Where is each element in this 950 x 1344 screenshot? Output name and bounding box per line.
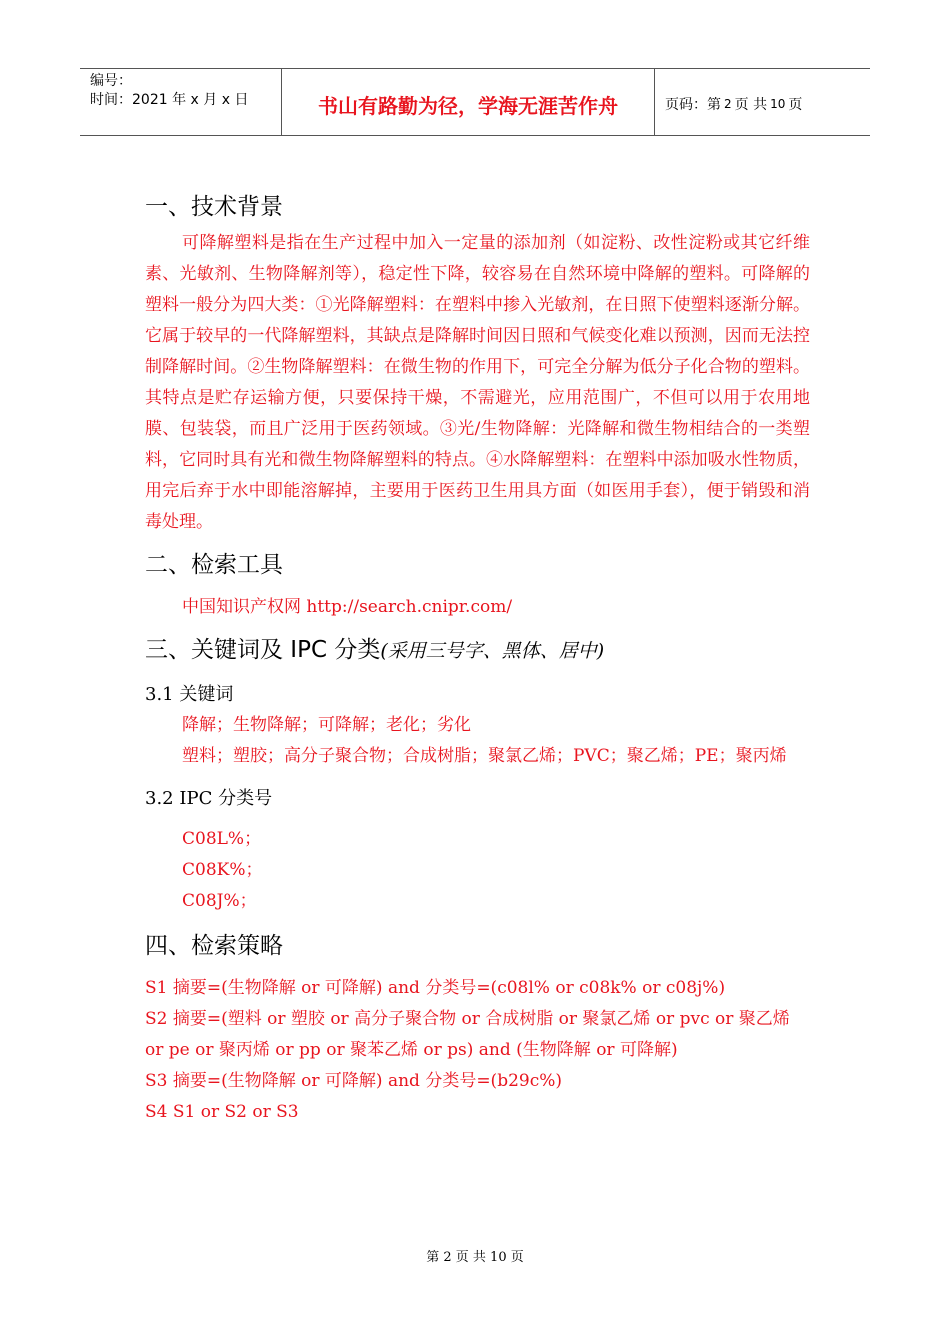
ipc-code: C08J%； <box>182 891 257 911</box>
page-mid: 页 共 <box>734 97 768 113</box>
keywords-ipc-title: 三、关键词及 IPC 分类 <box>145 637 381 663</box>
header-motto: 书山有路勤为径，学海无涯苦作舟 <box>282 69 655 135</box>
page-header <box>80 68 870 136</box>
keywords-line-1: 降解；生物降解；可降解；老化；劣化 <box>182 715 471 735</box>
section-title-keywords-ipc <box>145 633 810 668</box>
header-meta <box>80 69 282 135</box>
document-date: 时间：2021 年 x 月 x 日 <box>90 92 249 108</box>
ipc-code: C08L%； <box>182 829 262 849</box>
page-total: 10 <box>770 97 786 111</box>
ipc-code: C08K%； <box>182 860 263 880</box>
section-title-search-tools: 二、检索工具 <box>145 552 283 578</box>
strategy-item: S4 S1 or S2 or S3 <box>145 1102 299 1122</box>
page-prefix: 页码：第 <box>665 97 721 113</box>
strategy-item: S1 摘要=(生物降解 or 可降解) and 分类号=(c08l% or c08k% or c08j%) <box>145 978 726 998</box>
section-title-background: 一、技术背景 <box>145 194 283 220</box>
strategy-item: S3 摘要=(生物降解 or 可降解) and 分类号=(b29c%) <box>145 1071 563 1091</box>
page-current: 2 <box>724 97 732 111</box>
keywords-line-2: 塑料；塑胶；高分子聚合物；合成树脂；聚氯乙烯；PVC；聚乙烯；PE；聚丙烯 <box>182 746 787 766</box>
search-tool-link: 中国知识产权网 http://search.cnipr.com/ <box>182 597 513 617</box>
ipc-code-list <box>145 824 810 917</box>
page-footer: 第 2 页 共 10 页 <box>426 1250 524 1265</box>
strategy-list <box>145 973 810 1128</box>
format-note: (采用三号字、黑体、居中) <box>380 640 605 662</box>
ipc-heading: 3.2 IPC 分类号 <box>145 788 273 809</box>
background-paragraph: 可降解塑料是指在生产过程中加入一定量的添加剂（如淀粉、改性淀粉或其它纤维素、光敏剂、生物降解剂等），稳定性下降，较容易在自然环境中降解的塑料。可降解的塑料一般分为四大类：①光降解塑料：在塑料中掺入光敏剂，在日照下使塑料逐渐分解。它属于较早的一代降解塑料，其缺点是降解时间因日照和气候变化难以预测，因而无法控制降解时间。②生物降解塑料：在微生物的作用下，可完全分解为低分子化合物的塑料。其特点是贮存运输方便，只要保持干燥，不需避光，应用范围广，不但可以用于农用地膜、包装袋，而且广泛用于医药领域。③光/生物降解：光降解和微生物相结合的一类塑料，它同时具有光和微生物降解塑料的特点。④水降解塑料：在塑料中添加吸水性物质，用完后弃于水中即能溶解掉，主要用于医药卫生用具方面（如医用手套），便于销毁和消毒处理。 <box>145 233 810 532</box>
page-suffix: 页 <box>788 97 803 113</box>
keywords-heading: 3.1 关键词 <box>145 684 234 705</box>
document-body <box>145 190 810 1128</box>
header-page-indicator <box>655 69 870 135</box>
strategy-item: S2 摘要=(塑料 or 塑胶 or 高分子聚合物 or 合成树脂 or 聚氯乙烯 or pvc or 聚乙烯 or pe or 聚丙烯 or pp or 聚苯乙烯 or ps) and (生物降解 or 可降解) <box>145 1009 790 1060</box>
document-number-label: 编号： <box>90 73 132 89</box>
section-title-search-strategy: 四、检索策略 <box>145 933 283 959</box>
